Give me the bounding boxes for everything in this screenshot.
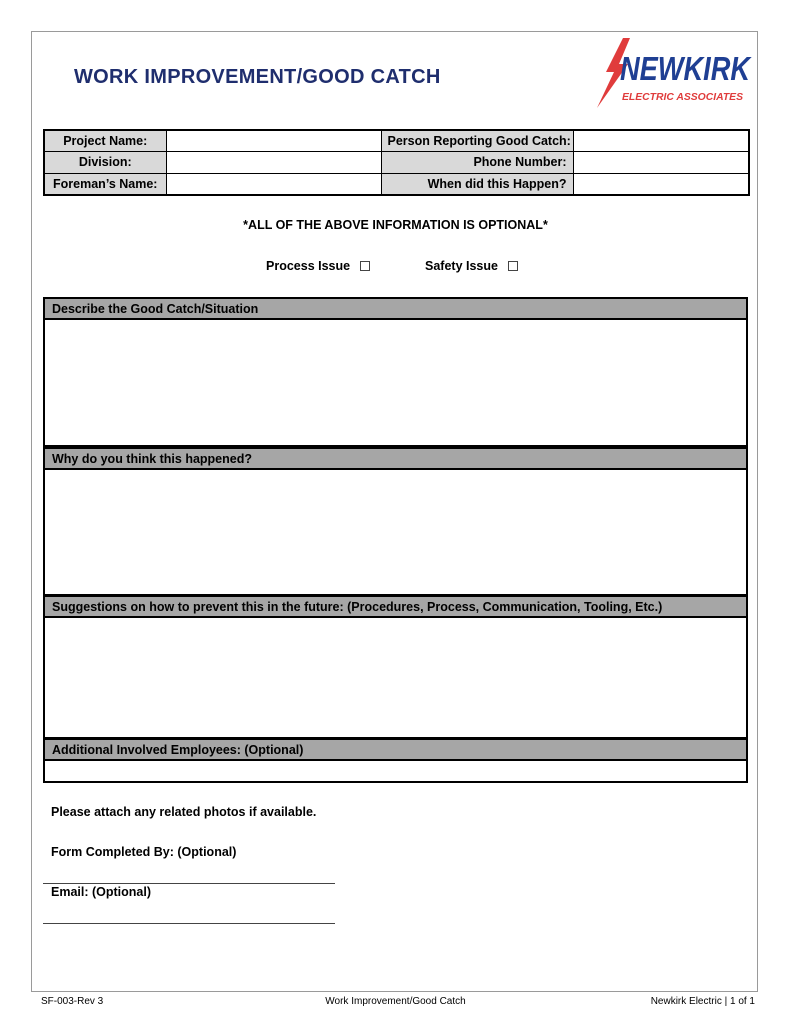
foreman-name-field[interactable] bbox=[166, 173, 381, 195]
email-line[interactable] bbox=[43, 923, 335, 924]
when-happened-label: When did this Happen? bbox=[381, 173, 573, 195]
employees-section-header: Additional Involved Employees: (Optional) bbox=[43, 738, 748, 761]
phone-number-field[interactable] bbox=[573, 152, 749, 174]
email-label: Email: (Optional) bbox=[51, 885, 151, 899]
completed-by-line[interactable] bbox=[43, 883, 335, 884]
process-issue-option bbox=[266, 259, 370, 273]
person-reporting-field[interactable] bbox=[573, 130, 749, 152]
project-info-table bbox=[43, 129, 750, 196]
form-title: WORK IMPROVEMENT/GOOD CATCH bbox=[74, 66, 441, 88]
project-name-field[interactable] bbox=[166, 130, 381, 152]
footer-company-page: Newkirk Electric | 1 of 1 bbox=[650, 996, 755, 1007]
safety-issue-checkbox[interactable] bbox=[508, 261, 518, 271]
phone-number-label: Phone Number: bbox=[381, 152, 573, 174]
when-happened-field[interactable] bbox=[573, 173, 749, 195]
photos-note: Please attach any related photos if available. bbox=[51, 805, 317, 819]
safety-issue-option bbox=[425, 259, 518, 273]
division-label: Division: bbox=[44, 152, 166, 174]
safety-issue-label: Safety Issue bbox=[425, 259, 498, 273]
employees-field[interactable] bbox=[43, 761, 748, 783]
why-section bbox=[43, 447, 748, 596]
optional-note: *ALL OF THE ABOVE INFORMATION IS OPTIONAL* bbox=[243, 218, 548, 232]
footer-form-name: Work Improvement/Good Catch bbox=[325, 996, 466, 1007]
footer-form-code: SF-003-Rev 3 bbox=[41, 996, 104, 1007]
why-section-header: Why do you think this happened? bbox=[43, 447, 748, 470]
person-reporting-label: Person Reporting Good Catch: bbox=[381, 130, 573, 152]
foreman-name-label: Foreman’s Name: bbox=[44, 173, 166, 195]
logo-tagline: ELECTRIC ASSOCIATES bbox=[622, 91, 743, 103]
describe-section bbox=[43, 297, 748, 447]
project-name-label: Project Name: bbox=[44, 130, 166, 152]
why-textarea[interactable] bbox=[43, 470, 748, 596]
completed-by-label: Form Completed By: (Optional) bbox=[51, 845, 237, 859]
employees-section bbox=[43, 738, 748, 783]
suggestions-section-header: Suggestions on how to prevent this in the future: (Procedures, Process, Communication, Tooling, Etc.) bbox=[43, 595, 748, 618]
suggestions-section bbox=[43, 595, 748, 739]
process-issue-checkbox[interactable] bbox=[360, 261, 370, 271]
logo-wordmark: NEWKIRK bbox=[620, 50, 752, 87]
newkirk-logo bbox=[592, 36, 752, 110]
suggestions-textarea[interactable] bbox=[43, 618, 748, 739]
process-issue-label: Process Issue bbox=[266, 259, 351, 273]
division-field[interactable] bbox=[166, 152, 381, 174]
describe-section-header: Describe the Good Catch/Situation bbox=[43, 297, 748, 320]
describe-textarea[interactable] bbox=[43, 320, 748, 447]
